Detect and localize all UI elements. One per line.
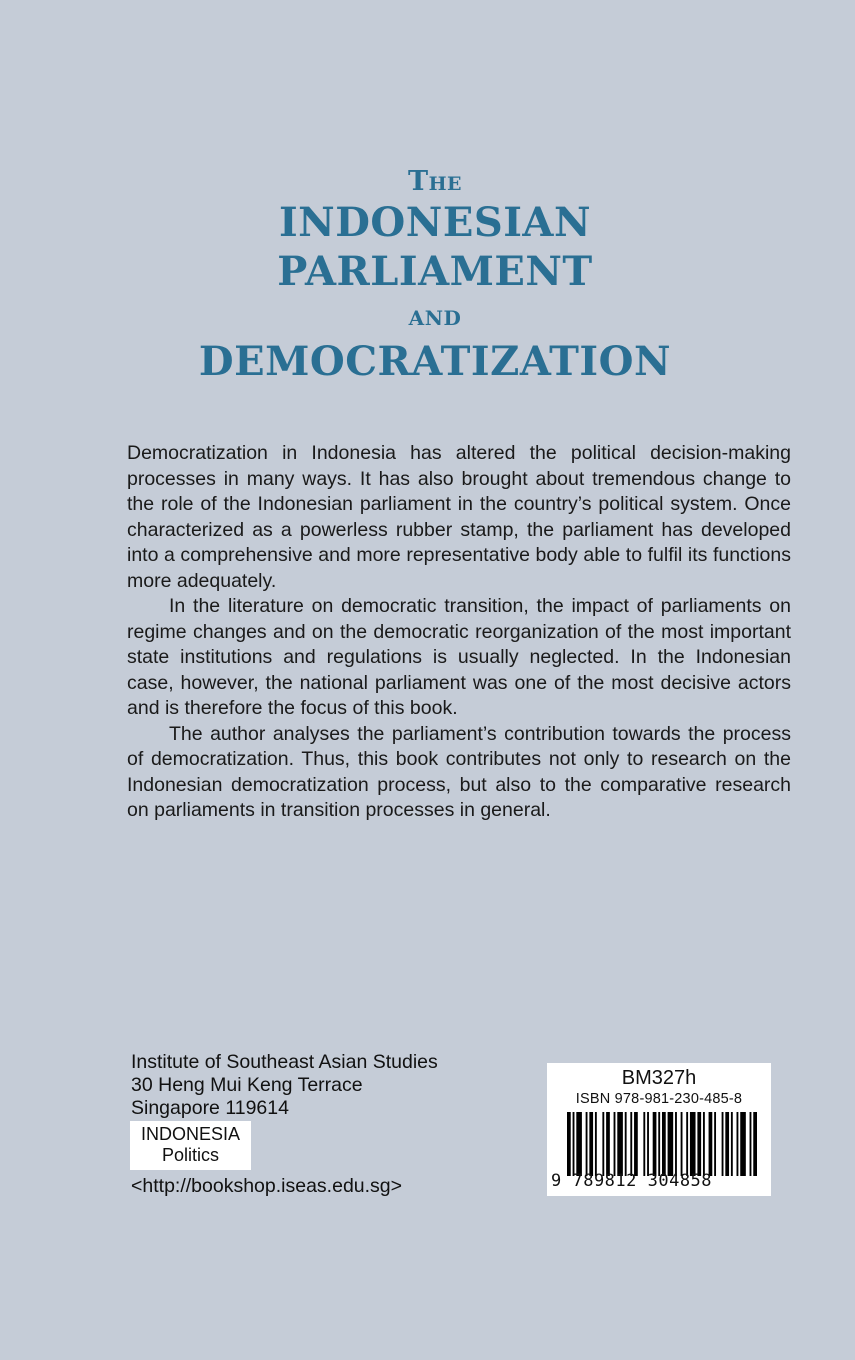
barcode-bar <box>595 1112 597 1176</box>
publisher-city: Singapore 119614 <box>131 1097 289 1119</box>
barcode-label <box>547 1063 771 1196</box>
barcode-bar <box>630 1112 632 1176</box>
barcode-bar <box>737 1112 739 1176</box>
barcode-bars <box>567 1112 757 1176</box>
barcode-digits: 9 789812 304858 <box>551 1171 713 1191</box>
barcode-bar <box>653 1112 657 1176</box>
barcode-bar <box>725 1112 729 1176</box>
barcode-bar <box>634 1112 638 1176</box>
barcode-bar <box>576 1112 582 1176</box>
barcode-bar <box>750 1112 752 1176</box>
barcode-bar <box>686 1112 688 1176</box>
description-paragraph-1: Democratization in Indonesia has altered the political decision-making processes in many ways. It has also brought about tremendous change to the role of the Indonesian parliament in the country’s political system. Once characterized as a powerless rubber stamp, the parliament has developed into a comprehensive and more representative body able to fulfil its functions more adequately. <box>127 442 791 592</box>
publisher-website[interactable]: <http://bookshop.iseas.edu.sg> <box>131 1175 403 1197</box>
title-parliament: PARLIAMENT <box>277 248 593 295</box>
publisher-street: 30 Heng Mui Keng Terrace <box>131 1074 363 1096</box>
barcode-bar <box>567 1112 571 1176</box>
barcode-bar <box>690 1112 696 1176</box>
series-line-1: INDONESIA <box>140 1124 241 1144</box>
publisher-name: Institute of Southeast Asian Studies <box>131 1051 438 1073</box>
title-democratization: DEMOCRATIZATION <box>198 338 672 385</box>
barcode-bar <box>731 1112 733 1176</box>
barcode-bar <box>617 1112 623 1176</box>
barcode-bar <box>675 1112 677 1176</box>
isbn-number: ISBN 978-981-230-485-8 <box>575 1091 743 1107</box>
book-description <box>127 441 791 824</box>
series-line-2: Politics <box>161 1145 219 1165</box>
barcode-bar <box>602 1112 604 1176</box>
title-the: The <box>407 166 463 197</box>
title-indonesian: INDONESIAN <box>278 199 592 246</box>
barcode-bar <box>703 1112 705 1176</box>
barcode-bar <box>643 1112 645 1176</box>
barcode-bar <box>625 1112 627 1176</box>
series-label <box>130 1121 251 1170</box>
barcode-bar <box>753 1112 757 1176</box>
title-and: and <box>408 299 462 332</box>
barcode-bar <box>697 1112 701 1176</box>
barcode-bar <box>647 1112 649 1176</box>
barcode-bar <box>614 1112 616 1176</box>
barcode-bar <box>714 1112 716 1176</box>
barcode-bar <box>586 1112 588 1176</box>
product-code: BM327h <box>621 1067 697 1089</box>
description-paragraph-3: The author analyses the parliament’s contribution towards the process of democratization. Thus, this book contributes not only to research on the Indonesian democratization process, but also to the comparative research on parliaments in transition processes in general. <box>127 722 791 821</box>
barcode-bar <box>668 1112 674 1176</box>
barcode-bar <box>658 1112 660 1176</box>
description-paragraph-2: In the literature on democratic transition, the impact of parliaments on regime changes and on the democratic reorganization of the most important state institutions and regulations is usually neglected. In the Indonesian case, however, the national parliament was one of the most decisive actors and is therefore the focus of this book. <box>127 595 791 719</box>
barcode-bar <box>589 1112 593 1176</box>
barcode-bar <box>606 1112 610 1176</box>
publisher-address <box>131 1051 438 1120</box>
barcode-bar <box>709 1112 713 1176</box>
barcode-bar <box>681 1112 683 1176</box>
barcode-bar <box>740 1112 746 1176</box>
barcode-bar <box>573 1112 575 1176</box>
book-title <box>0 166 855 385</box>
barcode-bar <box>662 1112 666 1176</box>
barcode-bar <box>722 1112 724 1176</box>
